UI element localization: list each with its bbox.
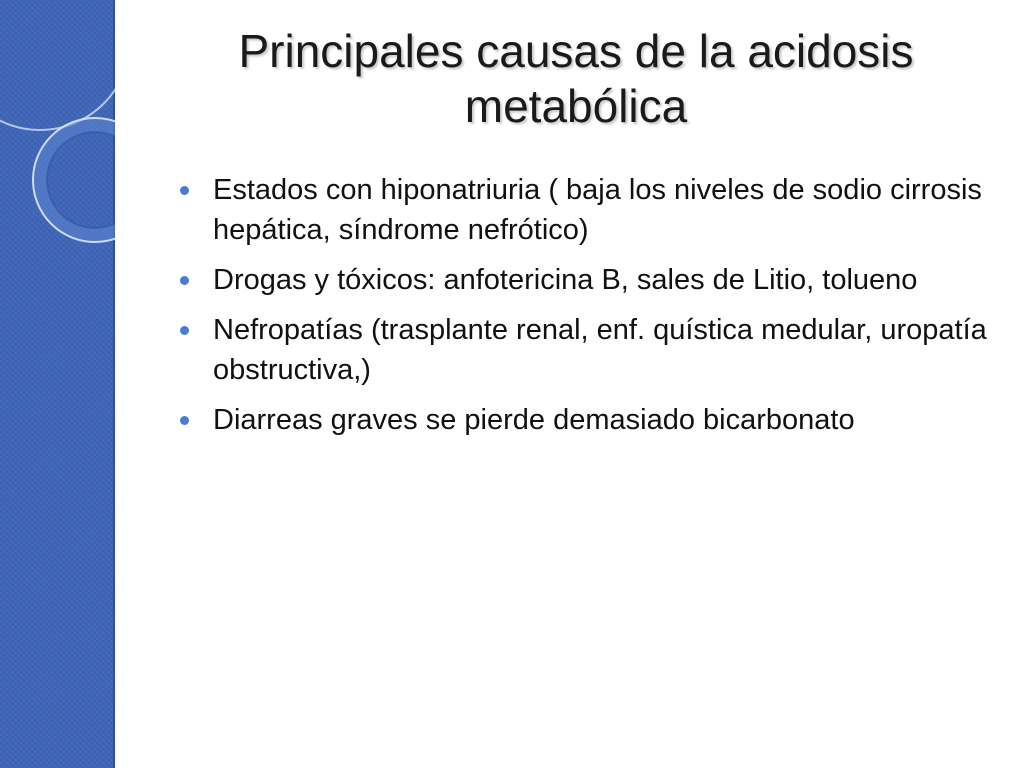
bullet-text: Diarreas graves se pierde demasiado bicarbonato — [213, 404, 855, 436]
bullet-list — [180, 170, 1000, 450]
bullet-item — [180, 400, 1000, 440]
bullet-dot-icon — [180, 416, 189, 425]
bullet-item — [180, 260, 1000, 300]
bullet-text: Drogas y tóxicos: anfotericina B, sales de Litio, tolueno — [213, 264, 918, 296]
bullet-item — [180, 170, 1000, 250]
bullet-text: Estados con hiponatriuria ( baja los niveles de sodio cirrosis hepática, síndrome nefrótico) — [213, 174, 982, 246]
bullet-dot-icon — [180, 276, 189, 285]
bullet-text: Nefropatías (trasplante renal, enf. quística medular, uropatía obstructiva,) — [213, 314, 987, 386]
slide-title: Principales causas de la acidosis metabólica — [238, 25, 914, 133]
bullet-dot-icon — [180, 186, 189, 195]
bullet-dot-icon — [180, 326, 189, 335]
decorative-circles — [0, 0, 115, 260]
bullet-item — [180, 310, 1000, 390]
